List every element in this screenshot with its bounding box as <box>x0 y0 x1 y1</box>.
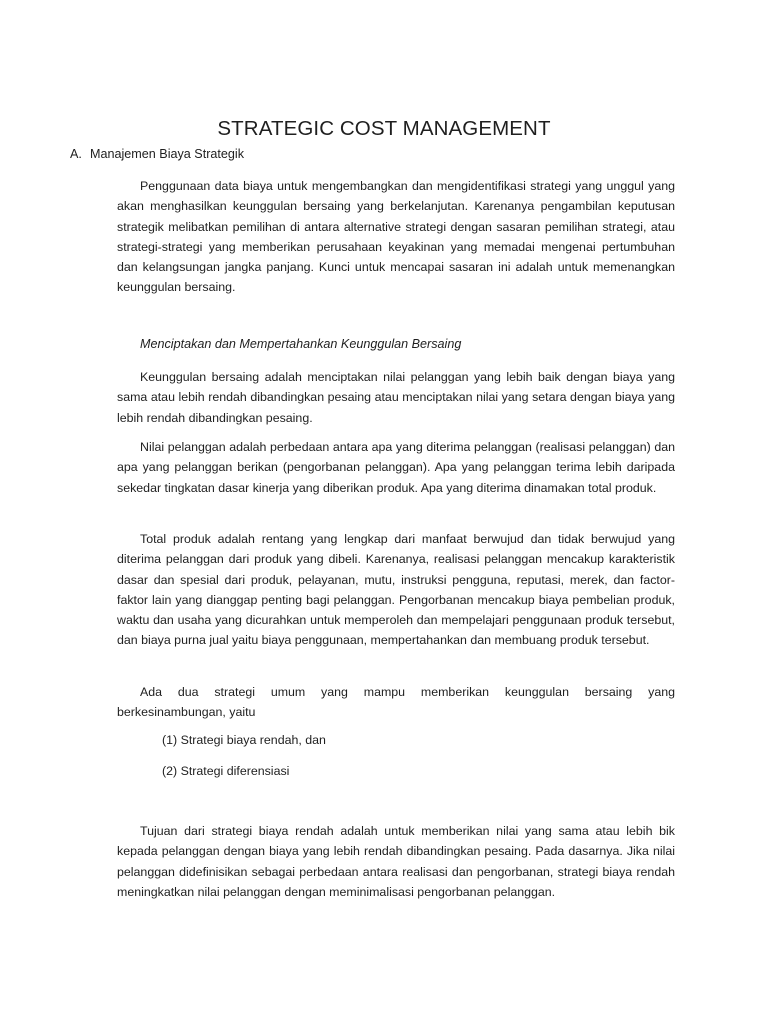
paragraph-low-cost-goal: Tujuan dari strategi biaya rendah adalah untuk memberikan nilai yang sama atau lebih bik kepada pelanggan dengan biaya yang lebih rendah dibandingkan pesaing. Pada dasarnya. Jika nilai pelanggan didefinisikan sebagai perbedaan antara realisasi dan pengorbanan, strategi biaya rendah meningkatkan nilai pelanggan dengan meminimalisasi pengorbanan pelanggan. <box>117 824 675 899</box>
section-heading-text: Manajemen Biaya Strategik <box>90 147 245 161</box>
section-heading <box>70 147 244 161</box>
paragraph-total-product: Total produk adalah rentang yang lengkap dari manfaat berwujud dan tidak berwujud yang diterima pelanggan dari produk yang dibeli. Karenanya, realisasi pelanggan mencakup karakteristik dasar dan spesial dari produk, pelayanan, mutu, instruksi pengguna, reputasi, merek, dan factor-faktor lain yang dianggap penting bagi pelanggan. Pengorbanan mencakup biaya pembelian produk, waktu dan usaha yang dicurahkan untuk memperoleh dan mempelajari penggunaan produk tersebut, dan biaya purna jual yaitu biaya penggunaan, mempertahankan dan membuang produk tersebut. <box>117 532 675 648</box>
paragraph-customer-value: Nilai pelanggan adalah perbedaan antara apa yang diterima pelanggan (realisasi pelanggan) dan apa yang pelanggan berikan (pengorbanan pelanggan). Apa yang pelanggan terima lebih daripada sekedar tingkatan dasar kinerja yang diberikan produk. Apa yang diterima dinamakan total produk. <box>117 440 675 495</box>
paragraph-competitive-advantage: Keunggulan bersaing adalah menciptakan nilai pelanggan yang lebih baik dengan biaya yang sama atau lebih rendah dibandingkan pesaing atau menciptakan nilai yang setara dengan biaya yang lebih rendah dibandingkan pesaing. <box>117 370 675 425</box>
document-title: STRATEGIC COST MANAGEMENT <box>217 117 551 140</box>
paragraph-intro: Penggunaan data biaya untuk mengembangkan dan mengidentifikasi strategi yang unggul yang akan menghasilkan keunggulan bersaing yang berkelanjutan. Karenanya pengambilan keputusan strategik melibatkan pemilihan di antara alternative strategi dengan sasaran pemilihan strategi, atau strategi-strategi yang memberikan perusahaan keyakinan yang memadai mengenai pertumbuhan dan kelangsungan jangka panjang. Kunci untuk mencapai sasaran ini adalah untuk memenangkan keunggulan bersaing. <box>117 179 675 295</box>
section-letter: A. <box>70 147 82 161</box>
strategy-item-low-cost: (1) Strategi biaya rendah, dan <box>162 733 326 747</box>
subheading-competitive-advantage: Menciptakan dan Mempertahankan Keunggulan Bersaing <box>140 337 462 351</box>
strategy-item-differentiation: (2) Strategi diferensiasi <box>162 764 290 778</box>
paragraph-two-strategies: Ada dua strategi umum yang mampu memberikan keunggulan bersaing yang berkesinambungan, yaitu <box>117 685 675 720</box>
